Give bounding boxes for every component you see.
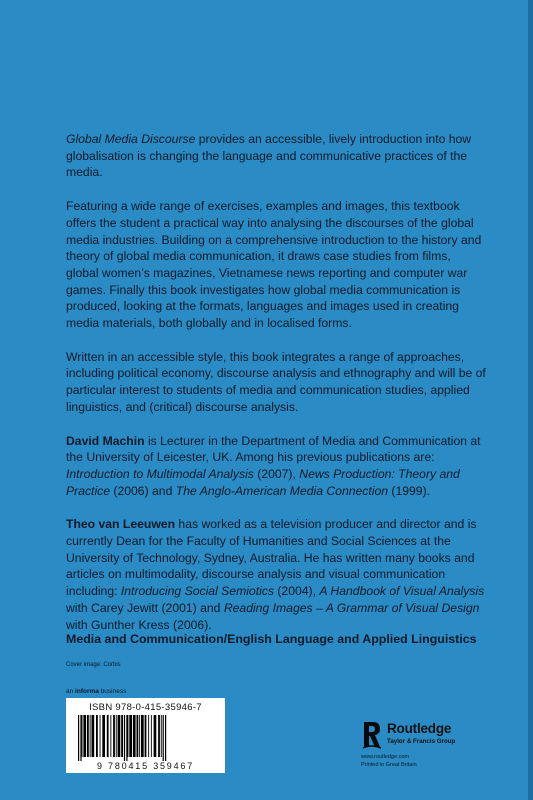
barcode: [66, 698, 225, 773]
author-bio-van-leeuwen: Theo van Leeuwen has worked as a television producer and director and is currently Dean for the Faculty of Humanities and Social Sciences at the University of Technology, Sydney, Australia. He has written many books and articles on multimodality, discourse analysis and visual communication including: Introducing Social Semiotics (2004), A Handbook of Visual Analysis with Carey Jewitt (2001) and Reading Images – A Grammar of Visual Design with Gunther Kress (2006).: [66, 517, 485, 632]
blurb-paragraph-1: Global Media Discourse provides an accessible, lively introduction into how globalisation is changing the language and communicative practices of the media.: [66, 132, 472, 180]
publisher-group: Taylor & Francis Group: [387, 738, 456, 745]
subject-category: Media and Communication/English Language and Applied Linguistics: [66, 632, 477, 646]
blurb-text: [66, 131, 486, 650]
author-name: Theo van Leeuwen: [66, 517, 176, 532]
publisher-name: Routledge: [387, 721, 452, 736]
isbn-label: ISBN 978-0-415-35946-7: [89, 702, 202, 713]
informa-line: an informa business: [66, 688, 127, 695]
author-name: David Machin: [66, 433, 145, 448]
publisher-logo: [361, 719, 481, 769]
blurb-paragraph-3: Written in an accessible style, this book integrates a range of approaches, including political economy, discourse analysis and ethnography and will be of particular interest to students of media and communication studies, applied linguistics, and (critical) discourse analysis.: [66, 349, 486, 414]
book-title: Global Media Discourse: [66, 132, 196, 146]
cover-credit: Cover image: Corbis: [66, 662, 121, 668]
blurb-paragraph-2: Featuring a wide range of exercises, examples and images, this textbook offers the student a practical way into analysing the discourses of the global media industries. Building on a comprehensive introduction to the history and theory of global media communication, it draws case studies from films, global women’s magazines, Vietnamese news reporting and computer war games. Finally this book investigates how global media communication is produced, looking at the formats, languages and images used in creating media materials, both globally and in localised forms.: [66, 199, 482, 331]
routledge-logo-icon: [361, 720, 382, 750]
barcode-bars: [78, 715, 213, 761]
edge-strip: [528, 0, 533, 800]
publisher-website: www.routledge.com: [361, 754, 409, 760]
author-bio-machin: David Machin is Lecturer in the Department of Media and Communication at the University of Leicester, UK. Among his previous publications are: Introduction to Multimodal Analysis (2007), News Production: Theory and Practice (2006) and The Anglo-American Media Connection (1999).: [66, 433, 481, 498]
printed-in: Printed in Great Britain: [361, 762, 417, 768]
isbn-digits: 9 780415 359467: [96, 761, 195, 771]
